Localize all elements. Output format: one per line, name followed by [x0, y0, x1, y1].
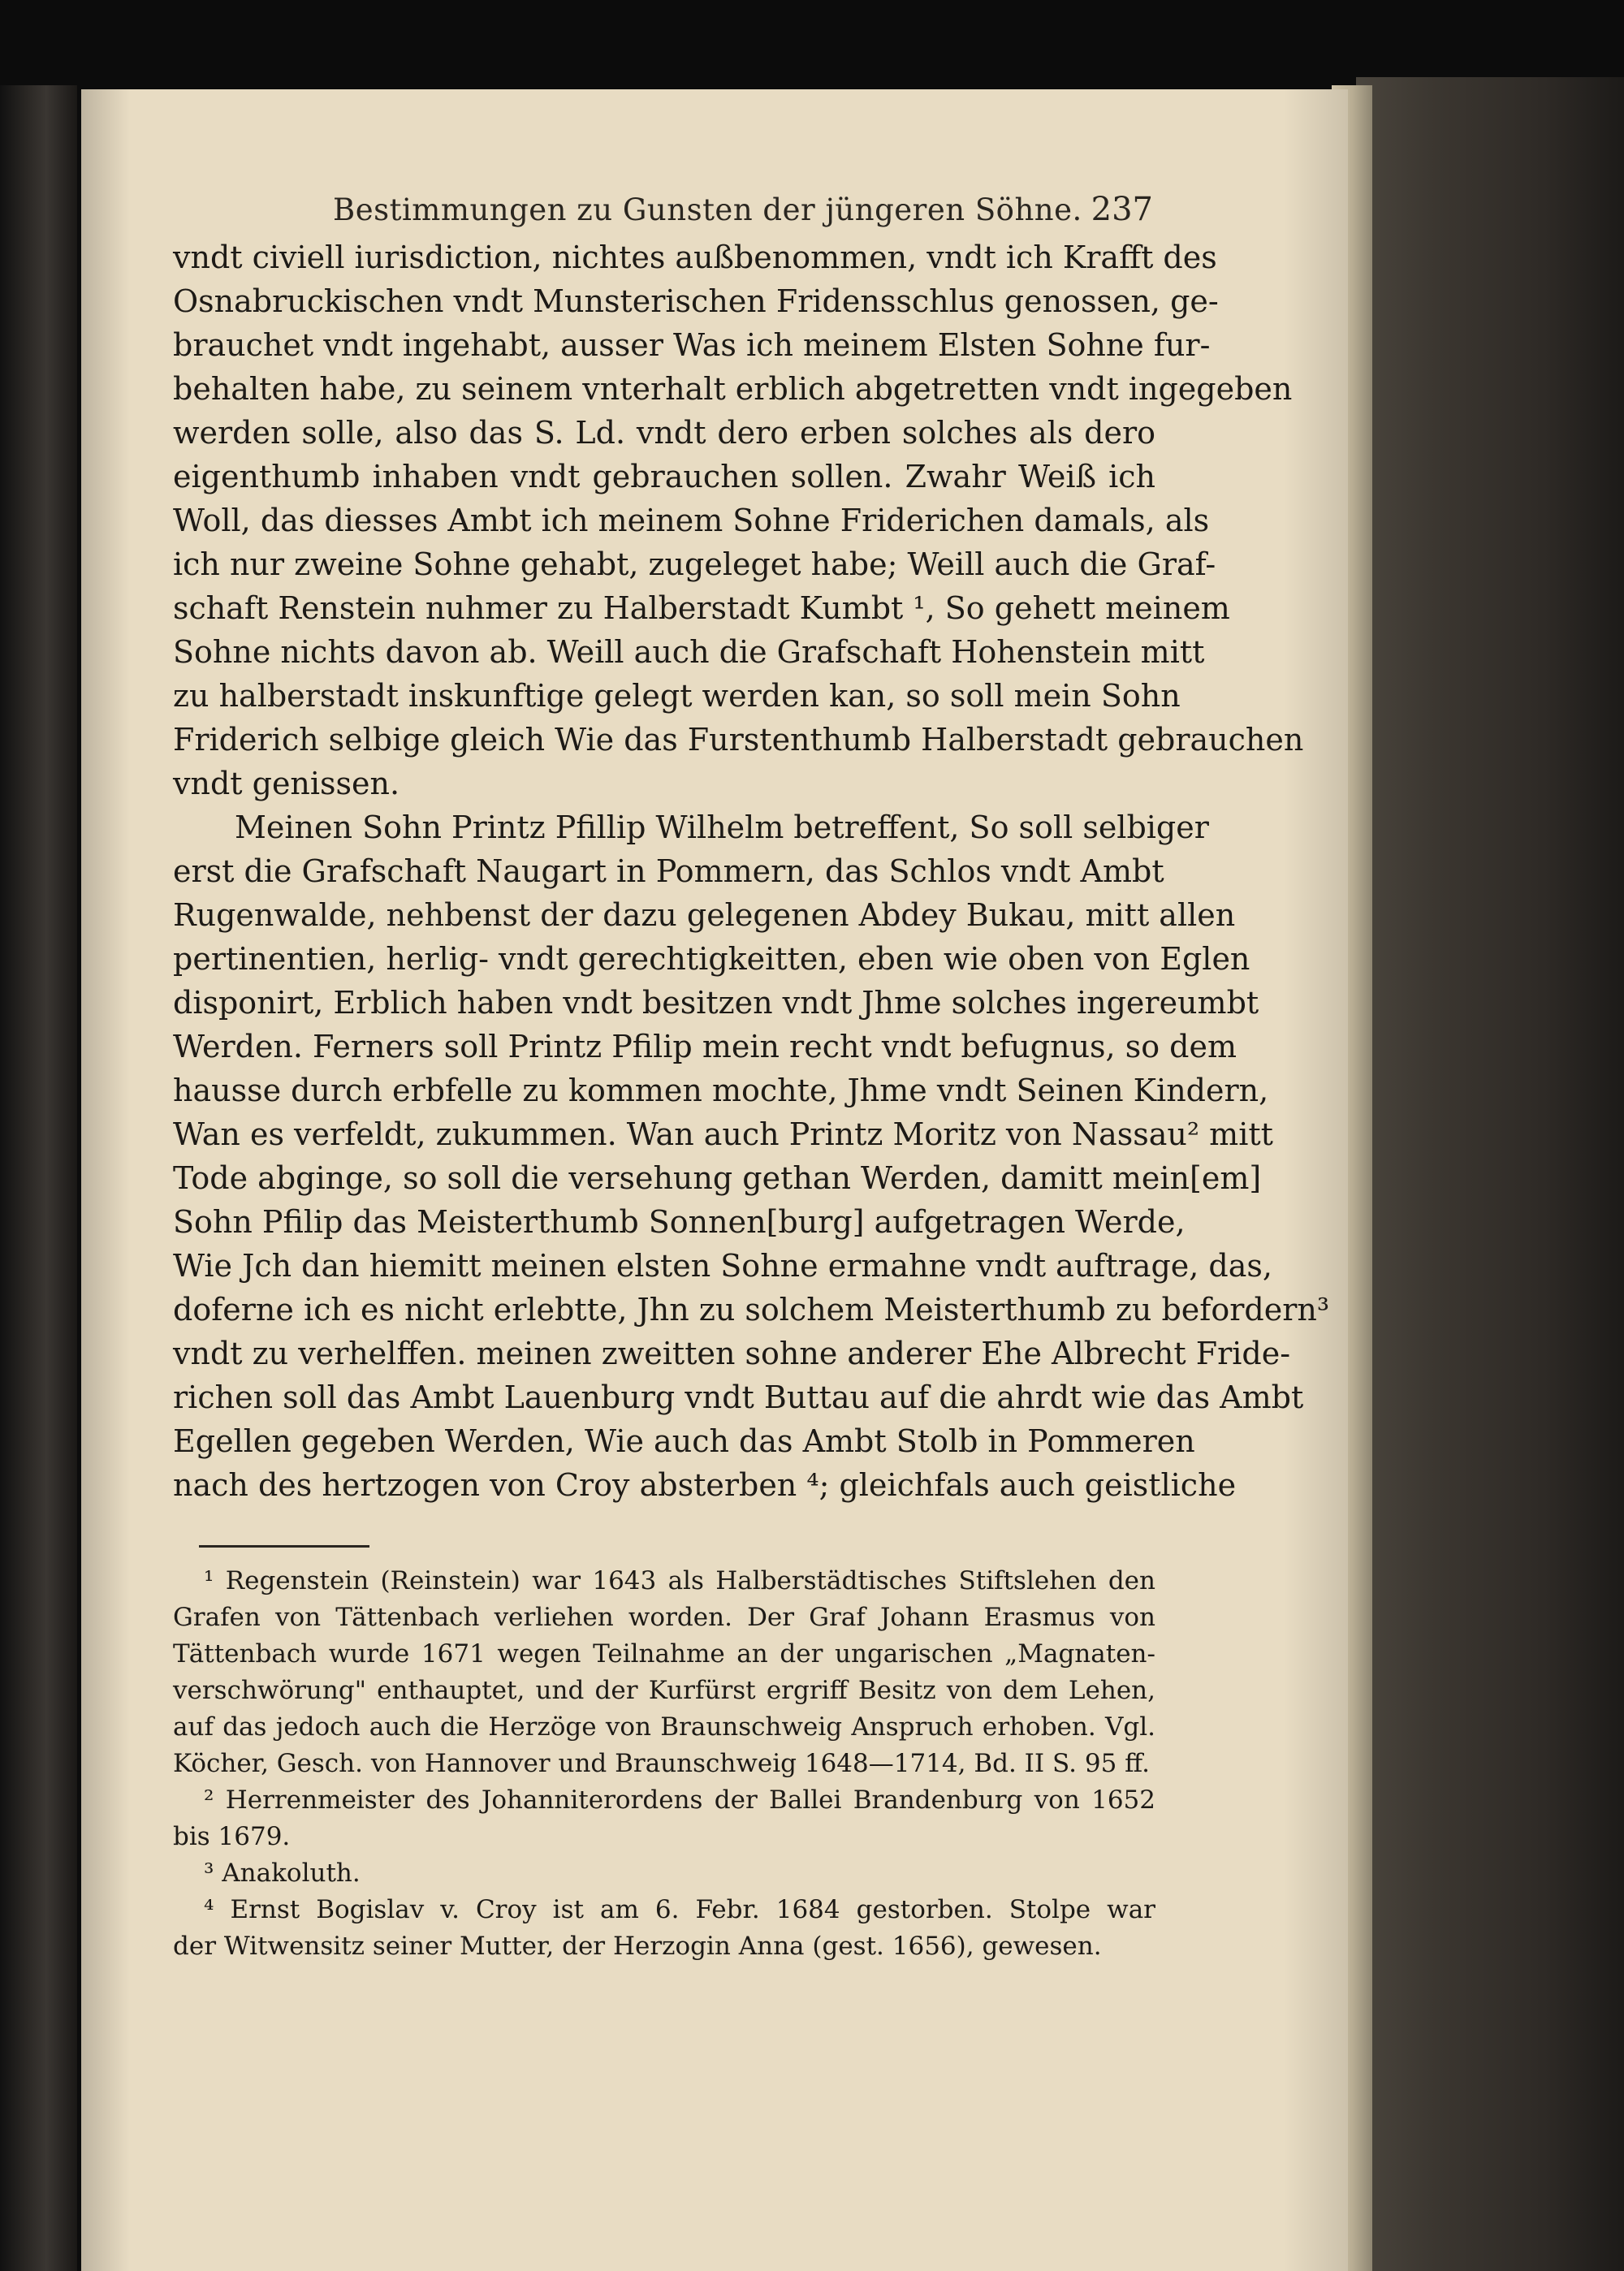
footnote-line: ³ Anakoluth.: [204, 1859, 361, 1888]
footnote-line: Tättenbach wurde 1671 wegen Teilnahme an der ungarischen „Magnaten-: [173, 1639, 1155, 1669]
book-binding-right: [1356, 77, 1624, 2271]
book-binding-left: [0, 85, 77, 2271]
page-number: 237: [1091, 191, 1153, 228]
text-line: ich nur zweine Sohne gehabt, zugeleget habe; Weill auch die Graf-: [173, 546, 1216, 582]
main-text: [173, 235, 1330, 1507]
text-line: eigenthumb inhaben vndt gebrauchen sollen. Zwahr Weiß ich: [173, 459, 1155, 494]
footnote-line: ² Herrenmeister des Johanniterordens der Ballei Brandenburg von 1652: [204, 1785, 1155, 1815]
text-line: nach des hertzogen von Croy absterben ⁴; gleichfals auch geistliche: [173, 1467, 1237, 1503]
text-line: Werden. Ferners soll Printz Pfilip mein recht vndt befugnus, so dem: [173, 1029, 1237, 1064]
footnote-line: Köcher, Gesch. von Hannover und Braunschweig 1648—1714, Bd. II S. 95 ff.: [173, 1749, 1150, 1778]
footnote-line: verschwörung" enthauptet, und der Kurfürst ergriff Besitz von dem Lehen,: [173, 1676, 1155, 1705]
text-line: richen soll das Ambt Lauenburg vndt Buttau auf die ahrdt wie das Ambt: [173, 1379, 1304, 1415]
text-line: behalten habe, zu seinem vnterhalt erblich abgetretten vndt ingegeben: [173, 371, 1293, 407]
text-line: disponirt, Erblich haben vndt besitzen vndt Jhme solches ingereumbt: [173, 985, 1259, 1021]
text-line: Meinen Sohn Printz Pfillip Wilhelm betreffent, So soll selbiger: [235, 810, 1209, 845]
running-title: Bestimmungen zu Gunsten der jüngeren Söhne.: [333, 192, 1082, 227]
text-line: Rugenwalde, nehbenst der dazu gelegenen Abdey Bukau, mitt allen: [173, 897, 1236, 933]
text-line: schaft Renstein nuhmer zu Halberstadt Kumbt ¹, So gehett meinem: [173, 590, 1230, 626]
footnote-line: der Witwensitz seiner Mutter, der Herzogin Anna (gest. 1656), gewesen.: [173, 1932, 1102, 1961]
footnote-rule: [199, 1545, 369, 1548]
footnote-line: bis 1679.: [173, 1822, 291, 1851]
text-line: erst die Grafschaft Naugart in Pommern, das Schlos vndt Ambt: [173, 853, 1164, 889]
text-line: hausse durch erbfelle zu kommen mochte, Jhme vndt Seinen Kindern,: [173, 1073, 1269, 1108]
running-header: [333, 191, 1153, 228]
text-line: Sohn Pfilip das Meisterthumb Sonnen[burg] aufgetragen Werde,: [173, 1204, 1186, 1240]
text-line: Wie Jch dan hiemitt meinen elsten Sohne ermahne vndt auftrage, das,: [173, 1248, 1272, 1284]
text-line: brauchet vndt ingehabt, ausser Was ich meinem Elsten Sohne fur-: [173, 327, 1211, 363]
text-line: pertinentien, herlig- vndt gerechtigkeitten, eben wie oben von Eglen: [173, 941, 1250, 977]
footnote-line: Grafen von Tättenbach verliehen worden. Der Graf Johann Erasmus von: [173, 1603, 1155, 1632]
text-line: Woll, das diesses Ambt ich meinem Sohne Friderichen damals, als: [173, 503, 1210, 538]
text-line: vndt civiell iurisdiction, nichtes außbenommen, vndt ich Krafft des: [173, 240, 1217, 275]
text-line: vndt genissen.: [173, 766, 400, 801]
text-line: werden solle, also das S. Ld. vndt dero erben solches als dero: [173, 415, 1155, 451]
text-line: Egellen gegeben Werden, Wie auch das Ambt Stolb in Pommeren: [173, 1423, 1195, 1459]
text-line: doferne ich es nicht erlebtte, Jhn zu solchem Meisterthumb zu befordern³: [173, 1292, 1330, 1328]
text-line: Friderich selbige gleich Wie das Furstenthumb Halberstadt gebrauchen: [173, 722, 1304, 758]
text-line: Osnabruckischen vndt Munsterischen Fridensschlus genossen, ge-: [173, 283, 1219, 319]
text-line: zu halberstadt inskunftige gelegt werden kan, so soll mein Sohn: [173, 678, 1181, 714]
footnote-line: ¹ Regenstein (Reinstein) war 1643 als Halberstädtisches Stiftslehen den: [204, 1566, 1155, 1595]
footnote-line: auf das jedoch auch die Herzöge von Braunschweig Anspruch erhoben. Vgl.: [173, 1712, 1155, 1742]
footnotes: [173, 1563, 1155, 1965]
text-line: Tode abginge, so soll die versehung gethan Werden, damitt mein[em]: [173, 1160, 1262, 1196]
text-line: Sohne nichts davon ab. Weill auch die Grafschaft Hohenstein mitt: [173, 634, 1205, 670]
footnote-line: ⁴ Ernst Bogislav v. Croy ist am 6. Febr. 1684 gestorben. Stolpe war: [204, 1895, 1155, 1924]
text-line: Wan es verfeldt, zukummen. Wan auch Printz Moritz von Nassau² mitt: [173, 1116, 1273, 1152]
text-line: vndt zu verhelffen. meinen zweitten sohne anderer Ehe Albrecht Fride-: [173, 1336, 1291, 1371]
